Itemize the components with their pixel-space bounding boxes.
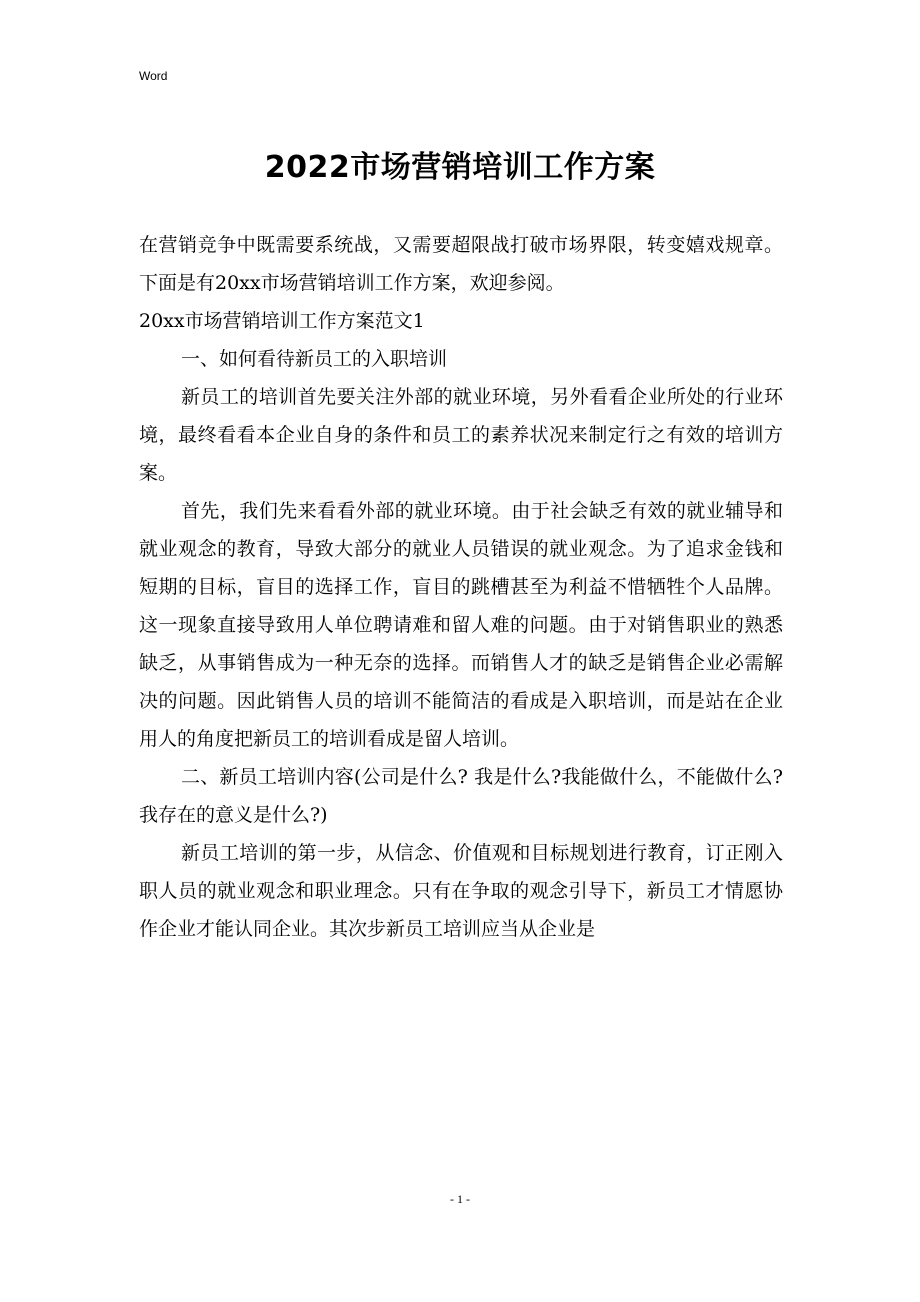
heading-2: 二、新员工培训内容(公司是什么? 我是什么?我能做什么，不能做什么?我存在的意义是什么?) [139,766,783,826]
page-number: - 1 - [450,1192,470,1206]
document-body [139,226,783,948]
body-paragraph: 新员工培训的第一步，从信念、价值观和目标规划进行教育，订正刚入职人员的就业观念和职业理念。只有在争取的观念引导下，新员工才情愿协作企业才能认同企业。其次步新员工培训应当从企业是 [139,842,783,940]
heading-1: 一、如何看待新员工的入职培训 [181,348,448,370]
header-label: Word [139,69,168,83]
section-title: 20xx市场营销培训工作方案范文1 [139,310,425,332]
document-title: 2022市场营销培训工作方案 [264,150,656,185]
body-paragraph: 新员工的培训首先要关注外部的就业环境，另外看看企业所处的行业环境，最终看看本企业自身的条件和员工的素养状况来制定行之有效的培训方案。 [139,386,783,484]
body-paragraph: 首先，我们先来看看外部的就业环境。由于社会缺乏有效的就业辅导和就业观念的教育，导致大部分的就业人员错误的就业观念。为了追求金钱和短期的目标，盲目的选择工作，盲目的跳槽甚至为利益不惜牺牲个人品牌。这一现象直接导致用人单位聘请难和留人难的问题。由于对销售职业的熟悉缺乏，从事销售成为一种无奈的选择。而销售人才的缺乏是销售企业必需解决的问题。因此销售人员的培训不能简洁的看成是入职培训，而是站在企业用人的角度把新员工的培训看成是留人培训。 [139,500,783,750]
intro-paragraph: 在营销竞争中既需要系统战，又需要超限战打破市场界限，转变嬉戏规章。下面是有20xx市场营销培训工作方案，欢迎参阅。 [139,234,783,294]
